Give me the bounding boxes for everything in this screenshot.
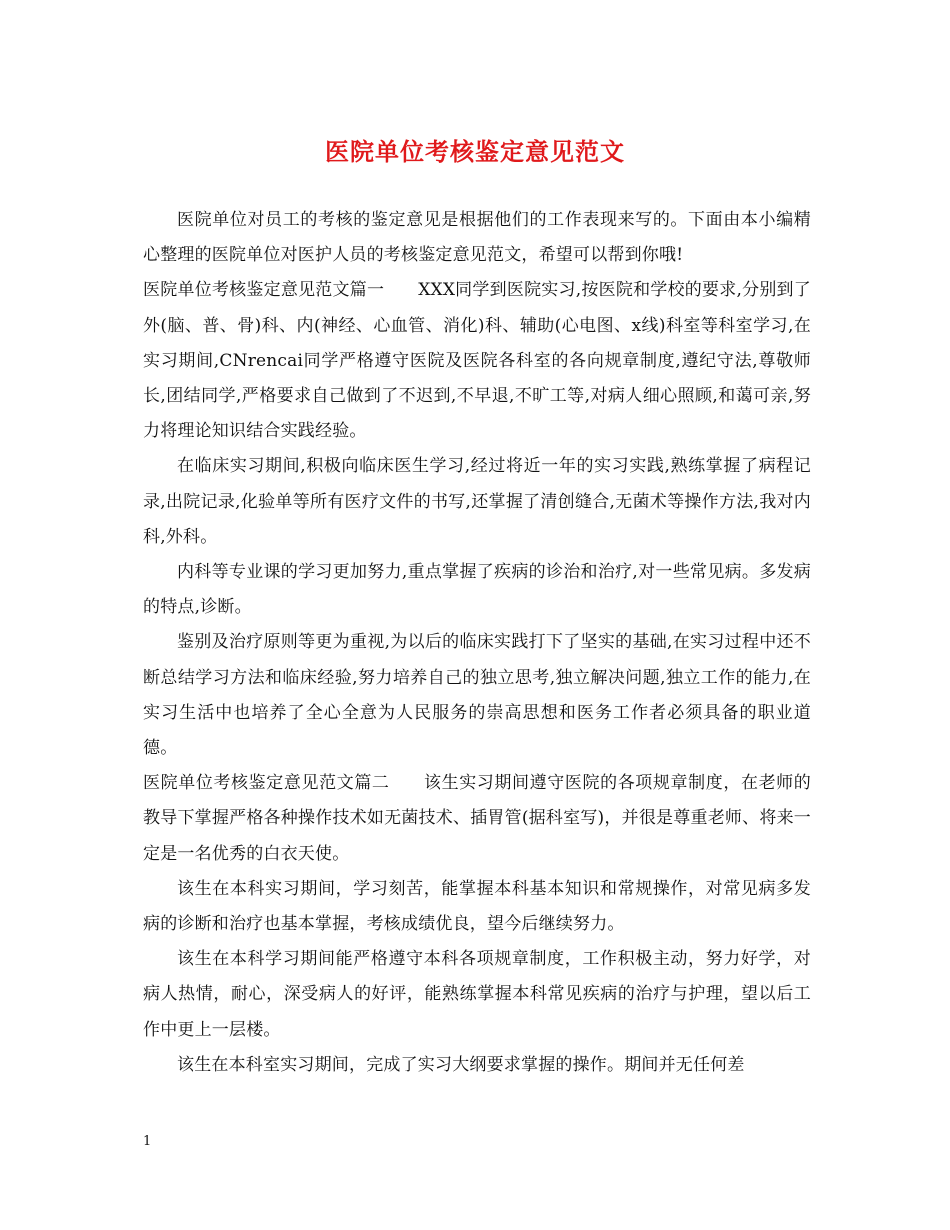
section1-paragraph-1: XXX同学到医院实习,按医院和学校的要求,分别到了外(脑、普、骨)科、内(神经、心血管、消化)科、辅助(心电图、x线)科室等科室学习,在实习期间,CNrencai同学严格遵守医院及医院各科室的各向规章制度,遵纪守法,尊敬师长,团结同学,严格要求自己做到了不迟到,不早退,不旷工等,对病人细心照顾,和蔼可亲,努力将理论知识结合实践经验。	[143, 280, 811, 442]
page-number: 1	[143, 1134, 152, 1149]
section2-paragraph-4: 该生在本科室实习期间，完成了实习大纲要求掌握的操作。期间并无任何差	[177, 1054, 745, 1075]
section1-first-paragraph	[143, 273, 811, 449]
section2-paragraph-2: 该生在本科实习期间，学习刻苦，能掌握本科基本知识和常规操作，对常见病多发病的诊断和治疗也基本掌握，考核成绩优良，望今后继续努力。	[143, 878, 811, 935]
section1-paragraph-2: 在临床实习期间,积极向临床医生学习,经过将近一年的实习实践,熟练掌握了病程记录,出院记录,化验单等所有医疗文件的书写,还掌握了清创缝合,无菌术等操作方法,我对内科,外科。	[143, 456, 811, 547]
document-body	[143, 203, 811, 1083]
document-title: 医院单位考核鉴定意见范文	[325, 137, 625, 166]
section1-heading: 医院单位考核鉴定意见范文篇一	[143, 280, 385, 301]
section2-heading: 医院单位考核鉴定意见范文篇二	[143, 773, 390, 794]
section2-first-paragraph	[143, 766, 811, 872]
section2-paragraph-3: 该生在本科学习期间能严格遵守本科各项规章制度，工作积极主动，努力好学，对病人热情，耐心，深受病人的好评，能熟练掌握本科常见疾病的治疗与护理，望以后工作中更上一层楼。	[143, 949, 811, 1040]
section1-paragraph-4: 鉴别及治疗原则等更为重视,为以后的临床实践打下了坚实的基础,在实习过程中还不断总结学习方法和临床经验,努力培养自己的独立思考,独立解决问题,独立工作的能力,在实习生活中也培养了全心全意为人民服务的崇高思想和医务工作者必须具备的职业道德。	[143, 632, 811, 759]
section2-paragraph-1: 该生实习期间遵守医院的各项规章制度，在老师的教导下掌握严格各种操作技术如无菌技术、插胃管(据科室写)，并很是尊重老师、将来一定是一名优秀的白衣天使。	[143, 773, 811, 864]
intro-paragraph: 医院单位对员工的考核的鉴定意见是根据他们的工作表现来写的。下面由本小编精心整理的医院单位对医护人员的考核鉴定意见范文，希望可以帮到你哦!	[143, 210, 811, 266]
section1-paragraph-3: 内科等专业课的学习更加努力,重点掌握了疾病的诊治和治疗,对一些常见病。多发病的特点,诊断。	[143, 562, 811, 618]
